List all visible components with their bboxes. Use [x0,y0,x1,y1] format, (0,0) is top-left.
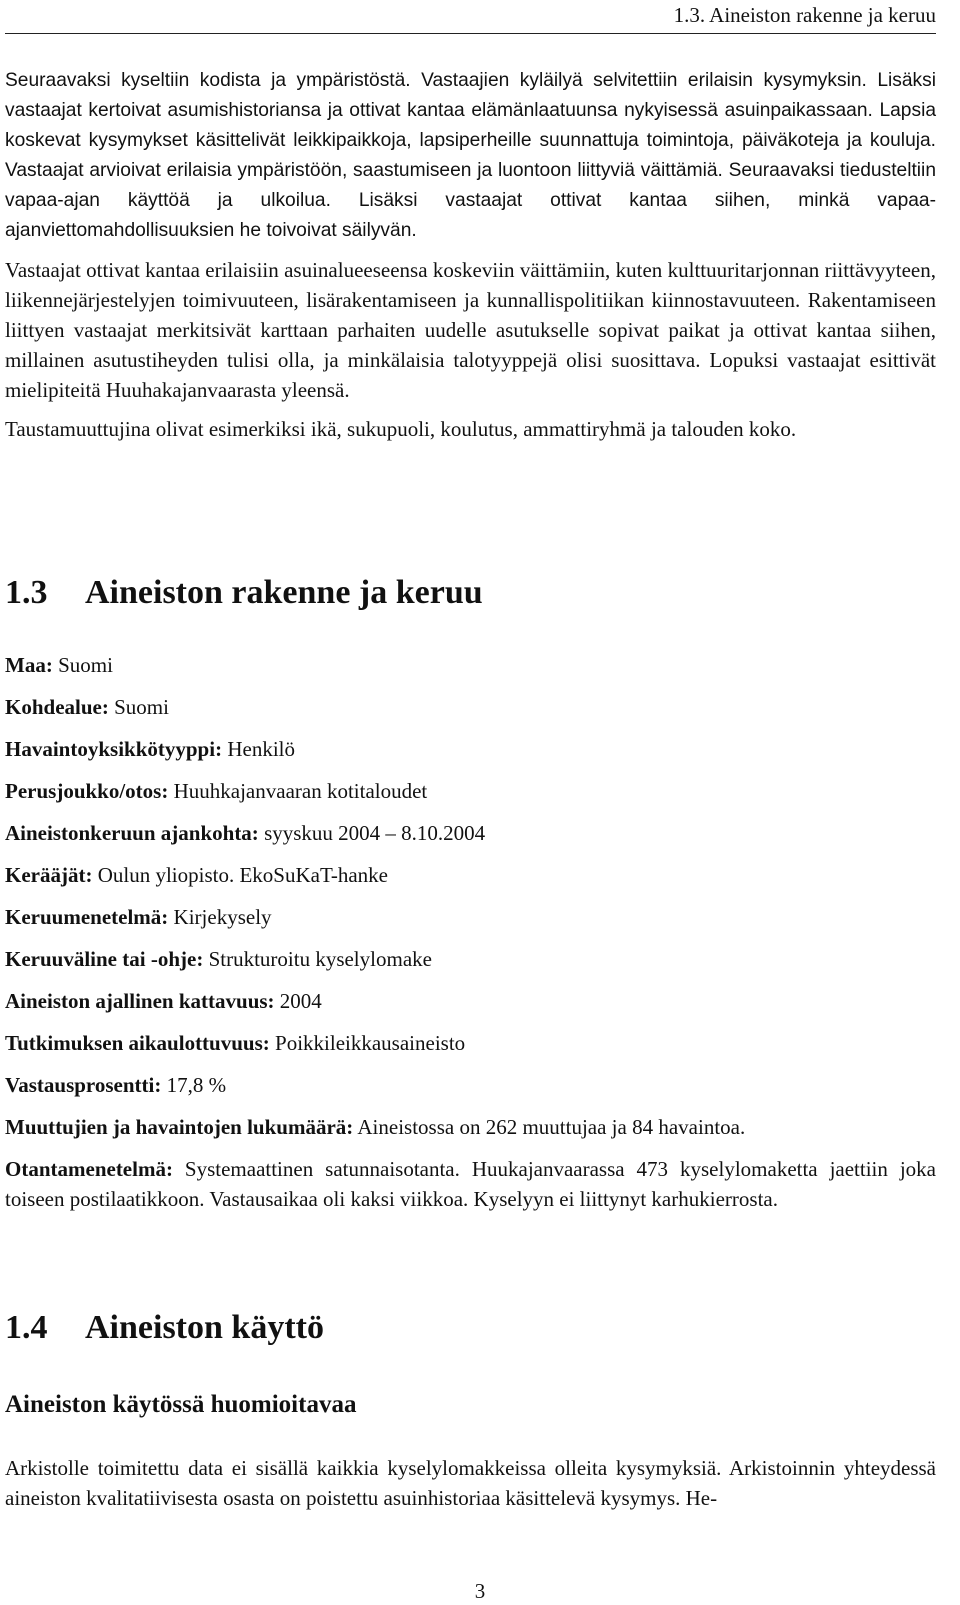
field-label: Vastausprosentti: [5,1073,162,1097]
field-maa [5,650,113,680]
field-value: Suomi [114,695,169,719]
field-vastausprosentti [5,1070,226,1100]
field-value: Aineistossa on 262 muuttujaa ja 84 havaintoa. [357,1115,746,1139]
field-value: Systemaattinen satunnaisotanta. Huukajanvaarassa 473 kyselylomaketta jaettiin joka toiseen postilaatikkoon. Vastausaikaa oli kaksi viikkoa. Kyselyyn ei liittynyt karhukierrosta. [5,1157,936,1211]
field-value: syyskuu 2004 – 8.10.2004 [264,821,486,845]
field-value: 2004 [279,989,322,1013]
field-label: Havaintoyksikkötyyppi: [5,737,223,761]
usage-paragraph: Arkistolle toimitettu data ei sisällä kaikkia kyselylomakkeissa olleita kysymyksiä. Arkistoinnin yhteydessä aineiston kvalitatiivisesta osasta on poistettu asuinhistoriaa käsittelevä kysymys. He- [5,1456,936,1510]
section-number: 1.3 [5,574,48,611]
field-havaintoyksikkotyyppi [5,734,295,764]
intro-paragraph-2: Vastaajat ottivat kantaa erilaisiin asuinalueeseensa koskeviin väittämiin, kuten kulttuuritarjonnan riittävyyteen, liikennejärjestelyjen toimivuuteen, lisärakentamiseen ja kunnallispolitiikan kiinnostavuuteen. Rakentamiseen liittyen vastaajat merkitsivät karttaan parhaiten uudelle asutukselle sopivat paikat ja ottivat kantaa siihen, millainen asutustiheyden tulisi olla, ja minkälaisia talotyyppejä olisi suosittava. Lopuksi vastaajat esittivät mielipiteitä Huuhakajanvaarasta yleensä. [5,258,936,402]
field-label: Perusjoukko/otos: [5,779,169,803]
intro-text [5,66,936,444]
field-label: Otantamenetelmä: [5,1157,173,1181]
section-title: Aineiston rakenne ja keruu [85,574,483,611]
field-label: Aineiston ajallinen kattavuus: [5,989,275,1013]
field-kohdealue [5,692,169,722]
field-lukumaara [5,1112,745,1142]
field-label: Muuttujien ja havaintojen lukumäärä: [5,1115,354,1139]
field-label: Keruuväline tai -ohje: [5,947,204,971]
field-value: Suomi [58,653,113,677]
header-rule [5,33,936,34]
usage-text [5,1453,936,1513]
field-value: Kirjekysely [173,905,272,929]
intro-paragraph-1: Seuraavaksi kyseltiin kodista ja ympäristöstä. Vastaajien kyläilyä selvitettiin erilaisin kysymyksin. Lisäksi vastaajat kertoivat asumishistoriansa ja ottivat kantaa elämänlaatuunsa nykyisessä asuinpaikassaan. Lapsia koskevat kysymykset käsittelivät leikkipaikkoja, lapsiperheille suunnattuja toimintoja, päiväkoteja ja kouluja. Vastaajat arvioivat erilaisia ympäristöön, saastumiseen ja luontoon liittyviä väittämiä. Seuraavaksi tiedusteltiin vapaa-ajan käyttöä ja ulkoilua. Lisäksi vastaajat ottivat kantaa siihen, minkä vapaa-ajanviettomahdollisuuksien he toivoivat säilyvän. [5,70,936,241]
section-number: 1.4 [5,1309,48,1346]
running-header: 1.3. Aineiston rakenne ja keruu [673,3,936,27]
field-value: Huuhkajanvaaran kotitaloudet [173,779,428,803]
intro-paragraph-3: Taustamuuttujina olivat esimerkiksi ikä, sukupuoli, koulutus, ammattiryhmä ja talouden koko. [5,417,797,441]
field-value: Poikkileikkausaineisto [275,1031,466,1055]
field-ajallinen-kattavuus [5,986,322,1016]
page-number: 3 [474,1579,486,1603]
field-label: Tutkimuksen aikaulottuvuus: [5,1031,270,1055]
field-value: Strukturoitu kyselylomake [208,947,432,971]
field-label: Kohdealue: [5,695,109,719]
field-aikaulottuvuus [5,1028,465,1058]
field-ajankohta [5,818,485,848]
field-value: 17,8 % [166,1073,227,1097]
field-otantamenetelma [5,1154,936,1214]
subsection-heading: Aineiston käytössä huomioitavaa [5,1391,357,1418]
field-keruuvaline [5,944,432,974]
field-value: Oulun yliopisto. EkoSuKaT-hanke [97,863,389,887]
field-label: Maa: [5,653,53,677]
section-heading-1-4 [5,1308,324,1348]
field-keraajat [5,860,388,890]
field-value: Henkilö [227,737,295,761]
field-label: Aineistonkeruun ajankohta: [5,821,259,845]
field-keruumenetelma [5,902,272,932]
field-perusjoukko [5,776,427,806]
sampling-paragraph [5,1154,936,1214]
section-title: Aineiston käyttö [85,1309,324,1346]
section-heading-1-3 [5,573,483,613]
field-label: Kerääjät: [5,863,93,887]
field-label: Keruumenetelmä: [5,905,169,929]
